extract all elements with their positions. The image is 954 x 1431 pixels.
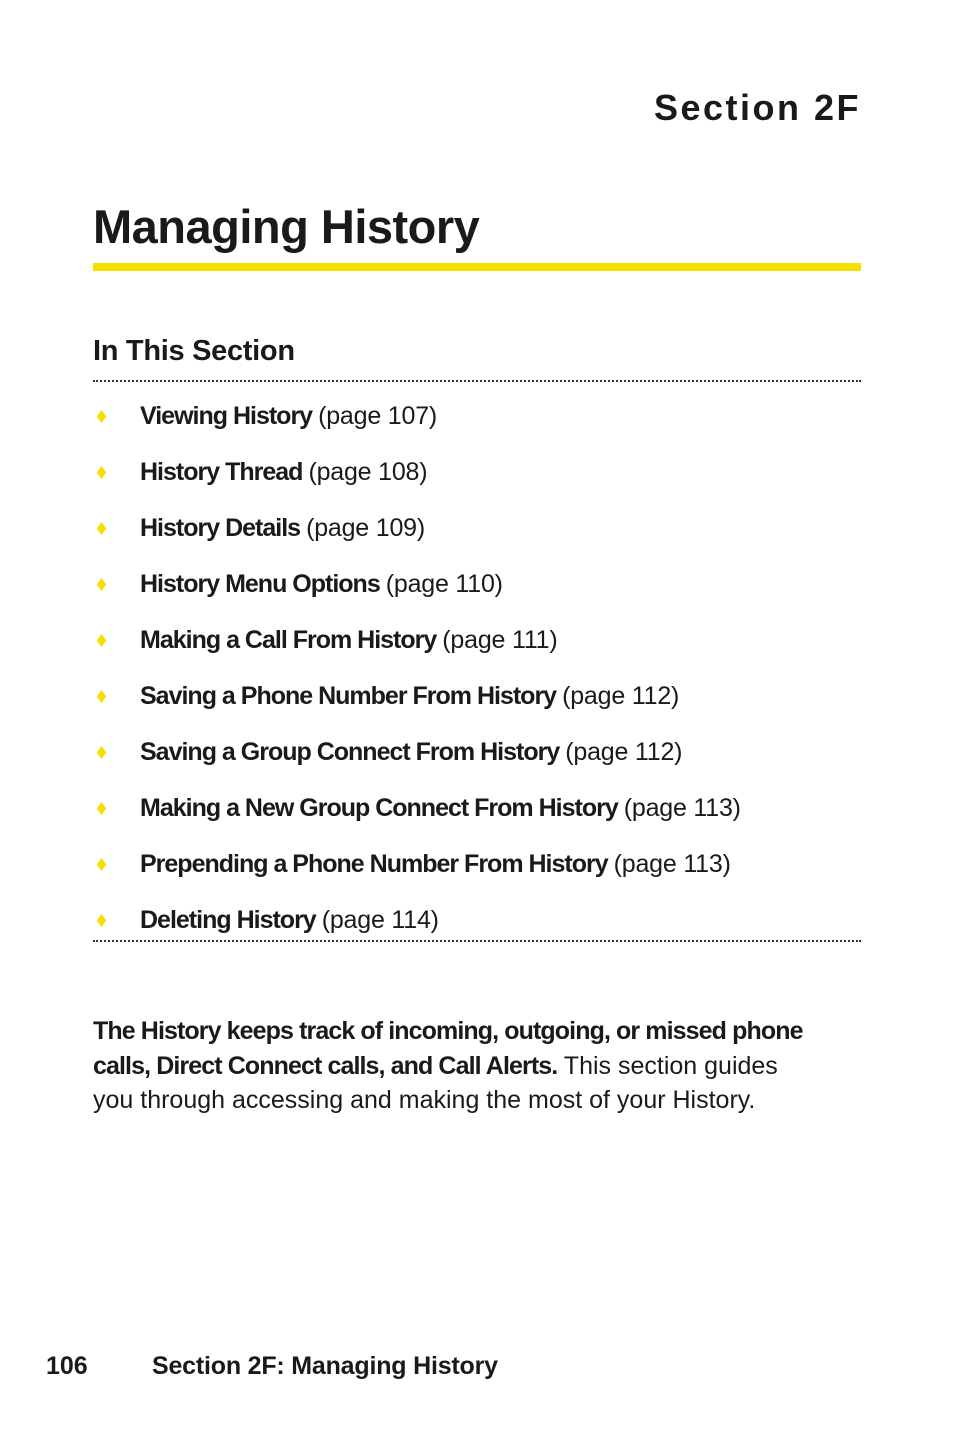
diamond-icon: ♦ — [96, 851, 108, 876]
dotted-divider-bottom — [93, 940, 861, 942]
intro-bold-text: The History keeps track of incoming, outgoing, or missed phone calls, Direct Connect calls, and Call Alerts. — [93, 1017, 803, 1080]
toc-item-title: History Details — [140, 514, 301, 542]
toc-item-title: Saving a Phone Number From History — [140, 682, 557, 710]
page-number: 106 — [46, 1352, 88, 1380]
toc-item-page: (page 111) — [442, 626, 558, 654]
toc-item[interactable] — [93, 500, 861, 556]
intro-paragraph — [93, 1014, 813, 1118]
toc-item-page: (page 110) — [385, 570, 503, 598]
toc-item[interactable] — [93, 836, 861, 892]
toc-item[interactable] — [93, 780, 861, 836]
diamond-icon: ♦ — [96, 627, 108, 652]
toc-item-page: (page 113) — [623, 794, 741, 822]
toc-item-title: Saving a Group Connect From History — [140, 738, 560, 766]
diamond-icon: ♦ — [96, 403, 108, 428]
section-toc-list — [93, 388, 861, 948]
diamond-icon: ♦ — [96, 515, 108, 540]
toc-item-title: Prepending a Phone Number From History — [140, 850, 608, 878]
toc-item[interactable] — [93, 668, 861, 724]
toc-item-title: History Thread — [140, 458, 303, 486]
toc-item[interactable] — [93, 444, 861, 500]
page-title: Managing History — [93, 200, 480, 253]
toc-item-title: Deleting History — [140, 906, 316, 934]
title-underline — [93, 263, 861, 271]
dotted-divider-top — [93, 380, 861, 382]
in-this-section-heading: In This Section — [93, 335, 295, 367]
toc-item-title: Making a New Group Connect From History — [140, 794, 618, 822]
toc-item-page: (page 112) — [562, 682, 680, 710]
toc-item[interactable] — [93, 724, 861, 780]
diamond-icon: ♦ — [96, 907, 108, 932]
diamond-icon: ♦ — [96, 683, 108, 708]
diamond-icon: ♦ — [96, 739, 108, 764]
running-footer-title: Section 2F: Managing History — [152, 1352, 498, 1380]
toc-item-title: Making a Call From History — [140, 626, 437, 654]
toc-item[interactable] — [93, 612, 861, 668]
diamond-icon: ♦ — [96, 795, 108, 820]
toc-item[interactable] — [93, 388, 861, 444]
toc-item-title: History Menu Options — [140, 570, 380, 598]
toc-item-title: Viewing History — [140, 402, 313, 430]
toc-item-page: (page 107) — [318, 402, 438, 430]
toc-item-page: (page 114) — [321, 906, 439, 934]
toc-item-page: (page 108) — [308, 458, 428, 486]
diamond-icon: ♦ — [96, 571, 108, 596]
diamond-icon: ♦ — [96, 459, 108, 484]
toc-item[interactable] — [93, 556, 861, 612]
toc-item-page: (page 113) — [613, 850, 731, 878]
toc-item-page: (page 109) — [306, 514, 425, 542]
toc-item-page: (page 112) — [565, 738, 683, 766]
intro-regular-text: This section guides you through accessing and making the most of your History. — [93, 1051, 778, 1114]
section-label: Section 2F — [653, 87, 861, 128]
